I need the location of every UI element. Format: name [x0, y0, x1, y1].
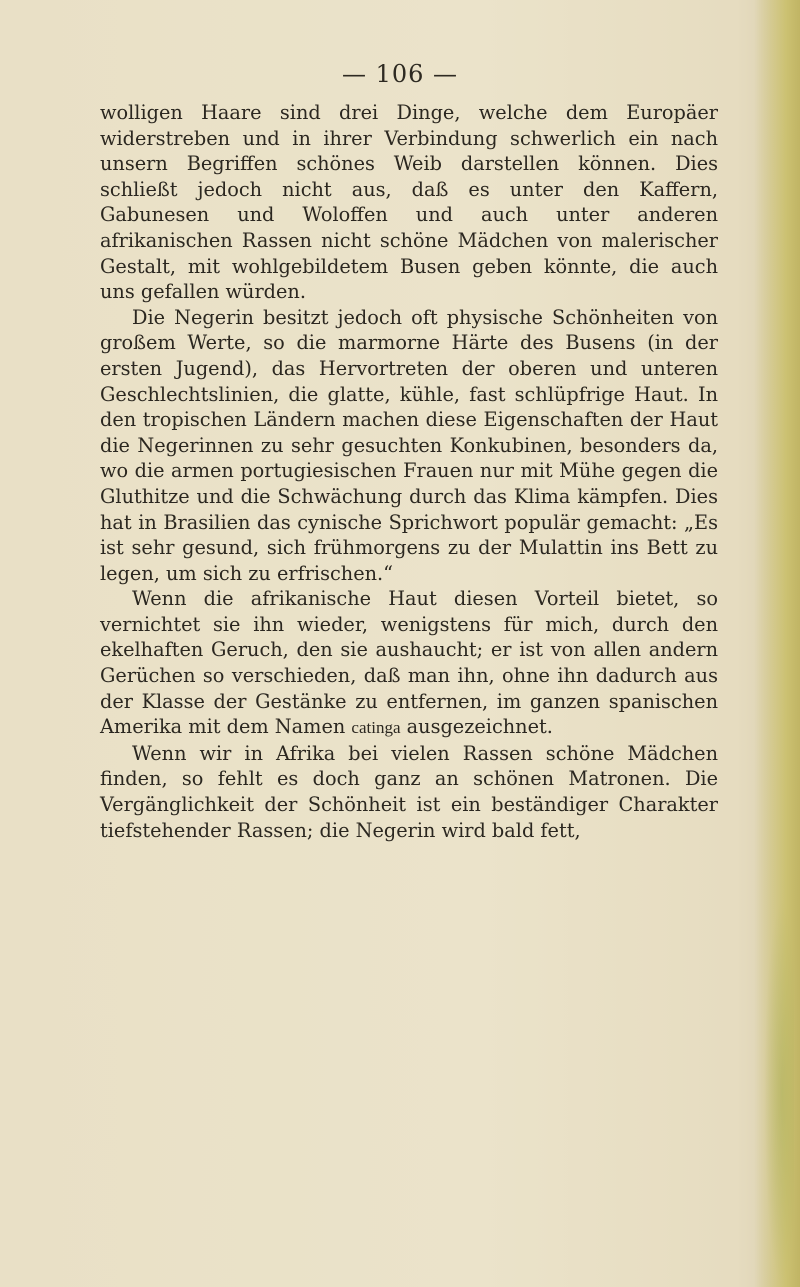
page-edge-stain-lower	[764, 900, 794, 1287]
paragraph-2: Die Negerin besitzt jedoch oft physische Schönheiten von großem Werte, so die marmorne Härte des Busens (in der ersten Jugend), das Hervortreten der oberen und unteren Geschlechtslinien, die glatte, kühle, fast schlüpfrige Haut. In den tropischen Ländern machen diese Eigenschaften der Haut die Negerinnen zu sehr gesuchten Konkubinen, besonders da, wo die armen portugiesischen Frauen nur mit Mühe gegen die Gluthitze und die Schwächung durch das Klima kämpfen. Dies hat in Brasilien das cynische Sprichwort populär gemacht: „Es ist sehr gesund, sich frühmorgens zu der Mulattin ins Bett zu legen, um sich zu erfrischen.“	[100, 305, 718, 585]
paragraph-3-part-1: Wenn die afrikanische Haut diesen Vorteil bietet, so vernichtet sie ihn wieder, wenigstens für mich, durch den ekelhaften Geruch, den sie aushaucht; er ist von allen andern Gerüchen so verschieden, daß man ihn, ohne ihn dadurch aus der Klasse der Gestänke zu entfernen, im ganzen spanischen Amerika mit dem Namen	[100, 587, 718, 739]
paragraph-1: wolligen Haare sind drei Dinge, welche dem Europäer widerstreben und in ihrer Verbindung schwerlich ein nach unsern Begriffen schönes Weib darstellen können. Dies schließt jedoch nicht aus, daß es unter den Kaffern, Gabunesen und Woloffen und auch unter anderen afrikanischen Rassen nicht schöne Mädchen von malerischer Gestalt, mit wohlgebildetem Busen geben könnte, die auch uns gefallen würden.	[100, 101, 718, 304]
paragraph-3-part-2: ausgezeichnet.	[406, 715, 553, 739]
paragraph-4: Wenn wir in Afrika bei vielen Rassen schöne Mädchen finden, so fehlt es doch ganz an schönen Matronen. Die Vergänglichkeit der Schönheit ist ein beständiger Charakter tiefstehender Rassen; die Negerin wird bald fett,	[100, 741, 718, 842]
body-text	[100, 100, 718, 843]
page-number: — 106 —	[341, 60, 459, 88]
latin-term: catinga	[351, 718, 401, 738]
paragraph-3	[100, 586, 718, 741]
